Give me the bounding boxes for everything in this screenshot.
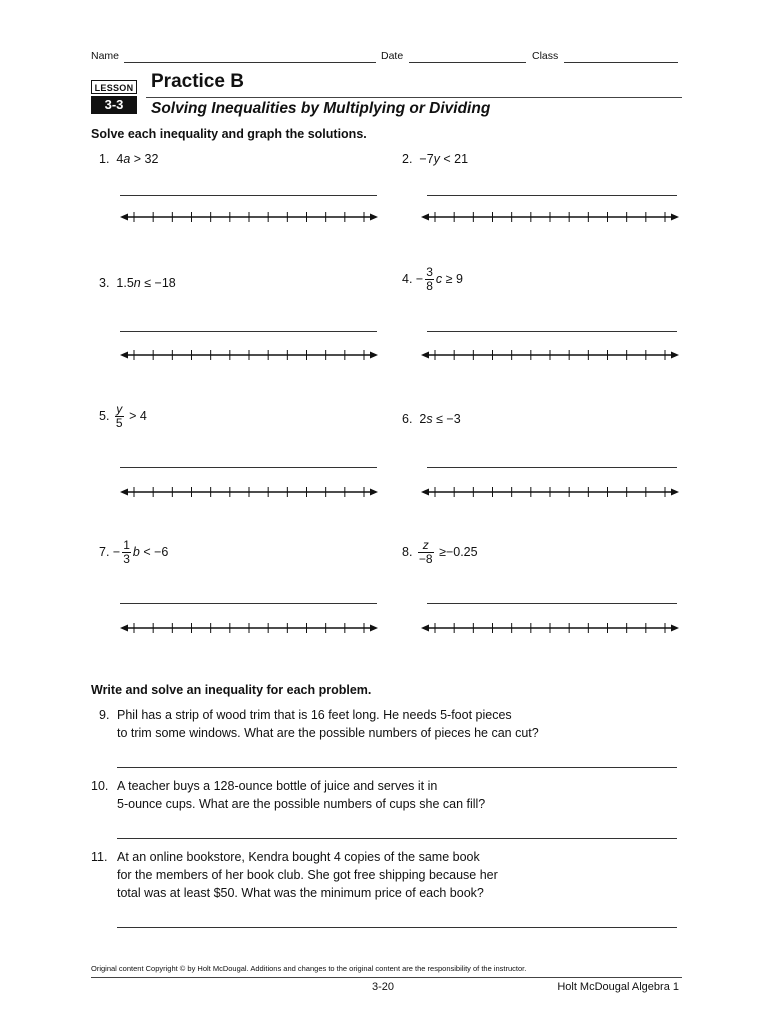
problem-3: 3. 1.5n ≤ −18 [99,276,176,290]
problem-4: 4. − $\frac{3}{8}$ c ≥ 9 [402,265,463,293]
left-arrow-icon [120,489,128,496]
left-arrow-icon [120,352,128,359]
problem-11-number: 11. [91,850,108,864]
section2-instruction: Write and solve an inequality for each problem. [91,683,372,697]
problem-1: 1. 4a > 32 [99,152,159,166]
lesson-badge: LESSON [91,80,137,94]
answer-line-1[interactable] [120,195,377,196]
left-arrow-icon [421,352,429,359]
footer-divider [91,977,682,978]
left-arrow-icon [421,489,429,496]
name-field-line[interactable] [124,62,376,63]
problem-7: 7. − $\frac{1}{3}$ b < −6 [99,538,169,566]
problem-9-number: 9. [99,708,110,722]
number-line-6[interactable] [421,485,679,499]
left-arrow-icon [120,625,128,632]
problem-10: A teacher buys a 128-ounce bottle of juice and serves it in 5-ounce cups. What are the possible numbers of cups she can fill? [117,779,486,811]
name-label: Name [91,50,120,62]
left-arrow-icon [421,214,429,221]
right-arrow-icon [671,625,679,632]
date-label: Date [381,50,404,62]
answer-line-5[interactable] [120,467,377,468]
page-number: 3-20 [372,981,395,993]
lesson-number: 3-3 [91,96,137,114]
answer-line-9[interactable] [117,767,677,768]
number-line-4[interactable] [421,348,679,362]
number-line-7[interactable] [120,621,378,635]
problem-6: 6. 2s ≤ −3 [402,412,461,426]
problem-5: 5. $\frac{y}{5}$ > 4 [99,402,147,430]
class-label: Class [532,50,559,62]
copyright-notice: Original content Copyright © by Holt McDougal. Additions and changes to the original content are the responsibility of the instructor. [91,964,527,973]
page-subtitle: Solving Inequalities by Multiplying or Dividing [151,100,491,117]
problem-8: 8. $\frac{z}{-8}$ ≥−0.25 [402,538,478,566]
answer-line-11[interactable] [117,927,677,928]
problem-9: Phil has a strip of wood trim that is 16 feet long. He needs 5-foot pieces to trim some windows. What are the possible numbers of pieces he can cut? [117,708,539,740]
number-line-5[interactable] [120,485,378,499]
answer-line-2[interactable] [427,195,677,196]
right-arrow-icon [671,489,679,496]
class-field-line[interactable] [564,62,678,63]
right-arrow-icon [370,625,378,632]
answer-line-3[interactable] [120,331,377,332]
right-arrow-icon [671,352,679,359]
number-line-3[interactable] [120,348,378,362]
page-title: Practice B [151,71,244,92]
title-divider [146,97,682,98]
problem-10-number: 10. [91,779,109,793]
answer-line-10[interactable] [117,838,677,839]
right-arrow-icon [370,489,378,496]
date-field-line[interactable] [409,62,526,63]
number-line-2[interactable] [421,210,679,224]
number-line-8[interactable] [421,621,679,635]
right-arrow-icon [671,214,679,221]
number-line-1[interactable] [120,210,378,224]
book-title: Holt McDougal Algebra 1 [557,981,679,993]
problem-11: At an online bookstore, Kendra bought 4 copies of the same book for the members of her book club. She got free shipping because her total was at least $50. What was the minimum price of each book? [117,850,498,900]
answer-line-7[interactable] [120,603,377,604]
answer-line-8[interactable] [427,603,677,604]
problem-2: 2. −7y < 21 [402,152,469,166]
right-arrow-icon [370,352,378,359]
left-arrow-icon [421,625,429,632]
left-arrow-icon [120,214,128,221]
section1-instruction: Solve each inequality and graph the solutions. [91,127,367,141]
right-arrow-icon [370,214,378,221]
answer-line-4[interactable] [427,331,677,332]
answer-line-6[interactable] [427,467,677,468]
